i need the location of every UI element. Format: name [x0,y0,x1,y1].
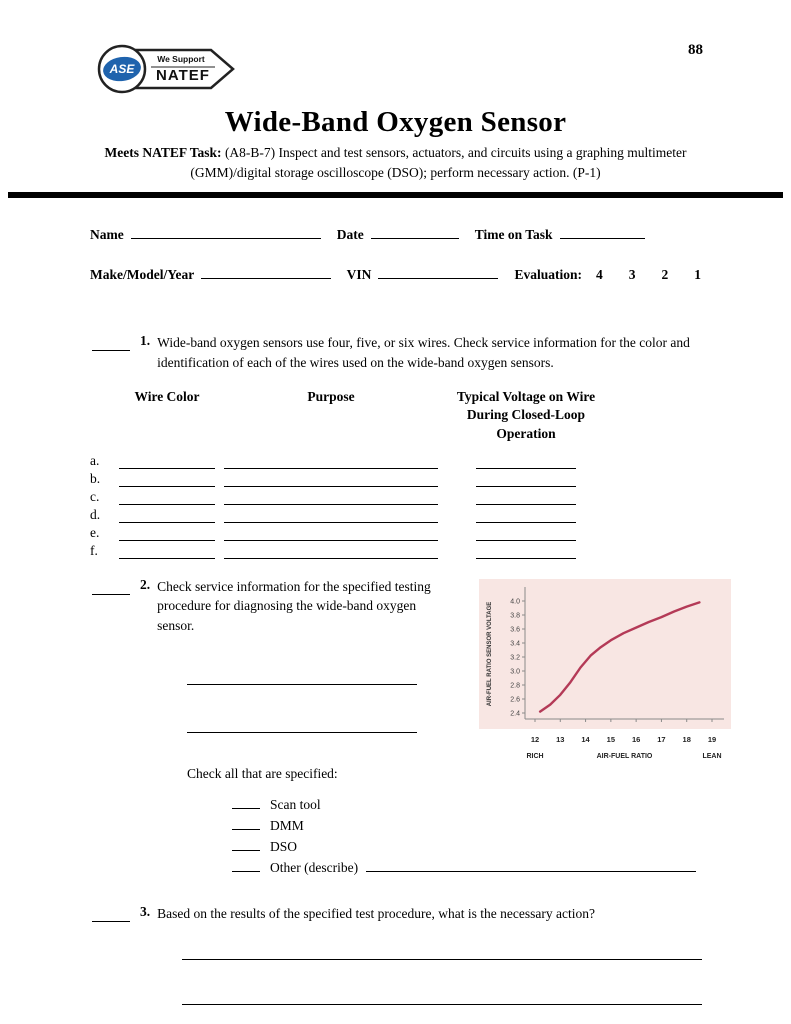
voltage-blank [476,510,576,523]
question-1-number: 1. [140,333,151,349]
svg-text:3.0: 3.0 [510,668,520,676]
svg-text:12: 12 [530,734,540,744]
svg-text:18: 18 [682,734,691,744]
wire-color-blank [119,474,215,487]
row-label: b. [90,470,101,486]
question-1 [92,333,731,372]
question-3-number: 3. [140,903,151,919]
voltage-blank [476,474,576,487]
check-blank [232,796,260,809]
question-2-text: Check service information for the specified testing procedure for diagnosing the wide-band oxygen sensor. [157,578,431,634]
purpose-blank [224,492,438,505]
time-on-task-blank [560,224,645,239]
svg-text:RICH: RICH [526,752,544,760]
section-divider [8,192,783,198]
wire-table [90,388,791,559]
tool-options [232,796,731,876]
question-2-number: 2. [140,576,151,592]
afr-chart [479,579,731,763]
svg-text:2.4: 2.4 [510,710,520,718]
svg-text:17: 17 [657,734,666,744]
row-label: a. [90,452,100,468]
wire-color-blank [119,528,215,541]
question-3-text: Based on the results of the specified test procedure, what is the necessary action? [157,905,595,921]
wire-color-blank [119,510,215,523]
svg-text:3.4: 3.4 [510,640,520,648]
row-label: e. [90,524,100,540]
name-label: Name [90,227,124,243]
check-instruction: Check all that are specified: [187,765,338,781]
option-label: DSO [270,838,298,854]
answer-blank [182,945,702,960]
natef-task-text: (A8-B-7) Inspect and test sensors, actuators, and circuits using a graphing multimeter (GMM)/digital storage oscilloscope (DSO); perform necessary action. (P-1) [190,145,687,180]
option-label: Scan tool [270,796,321,812]
page-header [0,0,791,96]
logo-org-name: NATEF [156,67,210,84]
question-2-score-blank [92,580,130,595]
purpose-blank [224,546,438,559]
option-dso [232,838,731,855]
wire-table-row [90,453,791,469]
option-dmm [232,817,731,834]
svg-text:19: 19 [707,734,717,744]
check-blank [232,817,260,830]
svg-text:AIR-FUEL RATIO: AIR-FUEL RATIO [596,752,653,760]
question-1-score-blank [92,336,130,351]
purpose-blank [224,528,438,541]
voltage-blank [476,456,576,469]
page-title: Wide-Band Oxygen Sensor [224,106,567,138]
wire-table-row [90,525,791,541]
evaluation-value-3: 3 [628,267,636,283]
ase-logo-text: ASE [109,62,135,76]
make-model-year-blank [201,264,330,279]
typical-voltage-header-line1: Typical Voltage on Wire [456,389,596,405]
svg-text:15: 15 [606,734,616,744]
other-describe-blank [366,859,696,872]
svg-text:AIR-FUEL RATIO SENSOR VOLTAGE: AIR-FUEL RATIO SENSOR VOLTAGE [487,601,493,707]
svg-text:13: 13 [556,734,565,744]
make-model-year-label: Make/Model/Year [90,267,195,283]
svg-text:2.8: 2.8 [510,682,520,690]
evaluation-value-4: 4 [596,267,603,283]
answer-blank [187,718,417,733]
check-blank [232,859,260,872]
evaluation-label: Evaluation: [514,267,582,283]
evaluation-scale [596,267,701,283]
question-3-score-blank [92,907,130,922]
wire-color-blank [119,456,215,469]
vin-label: VIN [346,267,372,283]
purpose-header: Purpose [307,389,355,405]
row-label: d. [90,506,101,522]
question-2 [92,577,731,876]
row-label: f. [90,542,98,558]
afr-chart-box [479,579,731,767]
purpose-blank [224,456,438,469]
typical-voltage-header-line3: Operation [496,425,556,441]
question-1-text: Wide-band oxygen sensors use four, five, or six wires. Check service information for the color and identification of each of the wires used on the wide-band oxygen sensors. [157,335,690,370]
date-label: Date [336,227,364,243]
student-info-row [90,224,701,243]
svg-text:3.6: 3.6 [510,626,520,634]
option-other [232,859,731,876]
natef-logo [95,42,243,96]
wire-color-blank [119,546,215,559]
voltage-blank [476,546,576,559]
wire-color-header: Wire Color [134,389,200,405]
svg-text:16: 16 [631,734,641,744]
option-label: Other (describe) [270,859,359,875]
logo-tagline: We Support [157,54,205,64]
wire-table-row [90,471,791,487]
svg-text:14: 14 [581,734,590,744]
typical-voltage-header-line2: During Closed-Loop [466,407,586,423]
purpose-blank [224,510,438,523]
svg-text:4.0: 4.0 [510,598,520,606]
answer-blank [182,990,702,1005]
wire-table-row [90,543,791,559]
name-blank [131,224,321,239]
row-label: c. [90,488,100,504]
typical-voltage-header [447,388,605,443]
option-scan-tool [232,796,731,813]
evaluation-value-1: 1 [694,267,701,283]
answer-blank [187,670,417,685]
wire-color-blank [119,492,215,505]
question-3-answer-blanks [182,945,731,1005]
natef-task [96,143,696,182]
voltage-blank [476,492,576,505]
vehicle-info-row [90,264,701,283]
evaluation-value-2: 2 [661,267,669,283]
voltage-blank [476,528,576,541]
question-3 [92,904,731,1006]
purpose-blank [224,474,438,487]
time-on-task-label: Time on Task [474,227,553,243]
wire-table-row [90,489,791,505]
svg-text:3.8: 3.8 [510,612,520,620]
check-blank [232,838,260,851]
natef-task-label: Meets NATEF Task: [104,145,222,160]
option-label: DMM [270,817,304,833]
svg-text:3.2: 3.2 [510,654,520,662]
svg-text:LEAN: LEAN [702,752,722,760]
page-number: 88 [688,42,703,58]
vin-blank [378,264,498,279]
date-blank [371,224,459,239]
wire-table-header [90,388,791,443]
wire-table-row [90,507,791,523]
svg-text:2.6: 2.6 [510,696,520,704]
